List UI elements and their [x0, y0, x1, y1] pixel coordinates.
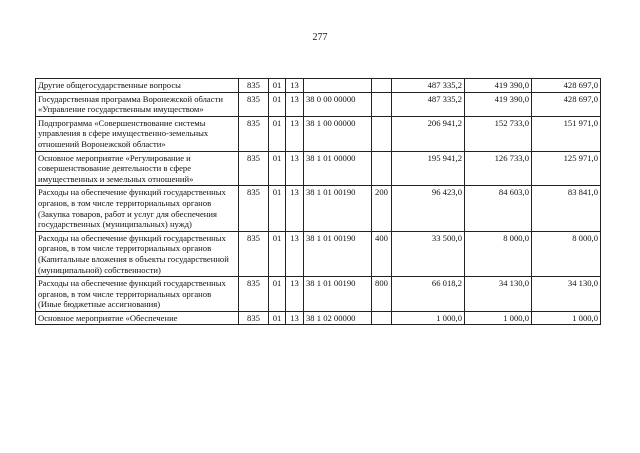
- amount-year-1: 195 941,2: [392, 151, 465, 186]
- row-name: Подпрограмма «Совершенствование системы управления в сфере имущественно-земельных отношений Воронежской области»: [36, 116, 239, 151]
- target-article-code: 38 1 00 00000: [304, 116, 372, 151]
- table-row: [36, 231, 601, 276]
- amount-year-3: 125 971,0: [532, 151, 601, 186]
- subsection-code: 13: [286, 311, 304, 325]
- page-number: 277: [312, 32, 328, 43]
- target-article-code: 38 1 01 00190: [304, 186, 372, 231]
- expense-type-code: 800: [372, 277, 392, 312]
- table-row: [36, 79, 601, 93]
- target-article-code: 38 1 01 00190: [304, 277, 372, 312]
- section-code: 01: [269, 277, 286, 312]
- amount-year-1: 66 018,2: [392, 277, 465, 312]
- row-name: Основное мероприятие «Обеспечение: [36, 311, 239, 325]
- row-name: Государственная программа Воронежской области «Управление государственным имуществом»: [36, 92, 239, 116]
- section-code: 01: [269, 231, 286, 276]
- subsection-code: 13: [286, 277, 304, 312]
- table-row: [36, 277, 601, 312]
- section-code: 01: [269, 186, 286, 231]
- budget-table: [35, 78, 601, 325]
- row-name: Другие общегосударственные вопросы: [36, 79, 239, 93]
- amount-year-2: 419 390,0: [465, 92, 532, 116]
- subsection-code: 13: [286, 231, 304, 276]
- amount-year-3: 1 000,0: [532, 311, 601, 325]
- row-name: Расходы на обеспечение функций государственных органов, в том числе территориальных органов (Капитальные вложения в объекты государственной (муниципальной) собственности): [36, 231, 239, 276]
- row-name: Расходы на обеспечение функций государственных органов, в том числе территориальных органов (Закупка товаров, работ и услуг для обеспечения государственных (муниципальных) нужд): [36, 186, 239, 231]
- grbs-code: 835: [239, 311, 269, 325]
- amount-year-2: 419 390,0: [465, 79, 532, 93]
- amount-year-3: 428 697,0: [532, 79, 601, 93]
- table-row: [36, 151, 601, 186]
- grbs-code: 835: [239, 231, 269, 276]
- amount-year-3: 83 841,0: [532, 186, 601, 231]
- expense-type-code: [372, 116, 392, 151]
- amount-year-1: 487 335,2: [392, 79, 465, 93]
- expense-type-code: [372, 311, 392, 325]
- subsection-code: 13: [286, 116, 304, 151]
- amount-year-2: 34 130,0: [465, 277, 532, 312]
- subsection-code: 13: [286, 151, 304, 186]
- expense-type-code: 400: [372, 231, 392, 276]
- amount-year-3: 428 697,0: [532, 92, 601, 116]
- table-row: [36, 116, 601, 151]
- table-body: [36, 79, 601, 325]
- section-code: 01: [269, 92, 286, 116]
- grbs-code: 835: [239, 116, 269, 151]
- amount-year-3: 34 130,0: [532, 277, 601, 312]
- target-article-code: 38 1 01 00000: [304, 151, 372, 186]
- expense-type-code: [372, 151, 392, 186]
- target-article-code: [304, 79, 372, 93]
- target-article-code: 38 1 01 00190: [304, 231, 372, 276]
- amount-year-2: 8 000,0: [465, 231, 532, 276]
- row-name: Основное мероприятие «Регулирование и совершенствование деятельности в сфере имущественных и земельных отношений»: [36, 151, 239, 186]
- amount-year-1: 1 000,0: [392, 311, 465, 325]
- section-code: 01: [269, 79, 286, 93]
- amount-year-2: 152 733,0: [465, 116, 532, 151]
- table-row: [36, 186, 601, 231]
- subsection-code: 13: [286, 92, 304, 116]
- amount-year-1: 487 335,2: [392, 92, 465, 116]
- table-row: [36, 311, 601, 325]
- grbs-code: 835: [239, 186, 269, 231]
- grbs-code: 835: [239, 92, 269, 116]
- amount-year-1: 33 500,0: [392, 231, 465, 276]
- grbs-code: 835: [239, 79, 269, 93]
- expense-type-code: [372, 92, 392, 116]
- grbs-code: 835: [239, 151, 269, 186]
- section-code: 01: [269, 116, 286, 151]
- table-row: [36, 92, 601, 116]
- subsection-code: 13: [286, 186, 304, 231]
- amount-year-1: 206 941,2: [392, 116, 465, 151]
- row-name: Расходы на обеспечение функций государственных органов, в том числе территориальных органов (Иные бюджетные ассигнования): [36, 277, 239, 312]
- amount-year-3: 8 000,0: [532, 231, 601, 276]
- section-code: 01: [269, 151, 286, 186]
- amount-year-3: 151 971,0: [532, 116, 601, 151]
- amount-year-1: 96 423,0: [392, 186, 465, 231]
- amount-year-2: 1 000,0: [465, 311, 532, 325]
- subsection-code: 13: [286, 79, 304, 93]
- target-article-code: 38 0 00 00000: [304, 92, 372, 116]
- grbs-code: 835: [239, 277, 269, 312]
- section-code: 01: [269, 311, 286, 325]
- amount-year-2: 126 733,0: [465, 151, 532, 186]
- expense-type-code: 200: [372, 186, 392, 231]
- amount-year-2: 84 603,0: [465, 186, 532, 231]
- expense-type-code: [372, 79, 392, 93]
- target-article-code: 38 1 02 00000: [304, 311, 372, 325]
